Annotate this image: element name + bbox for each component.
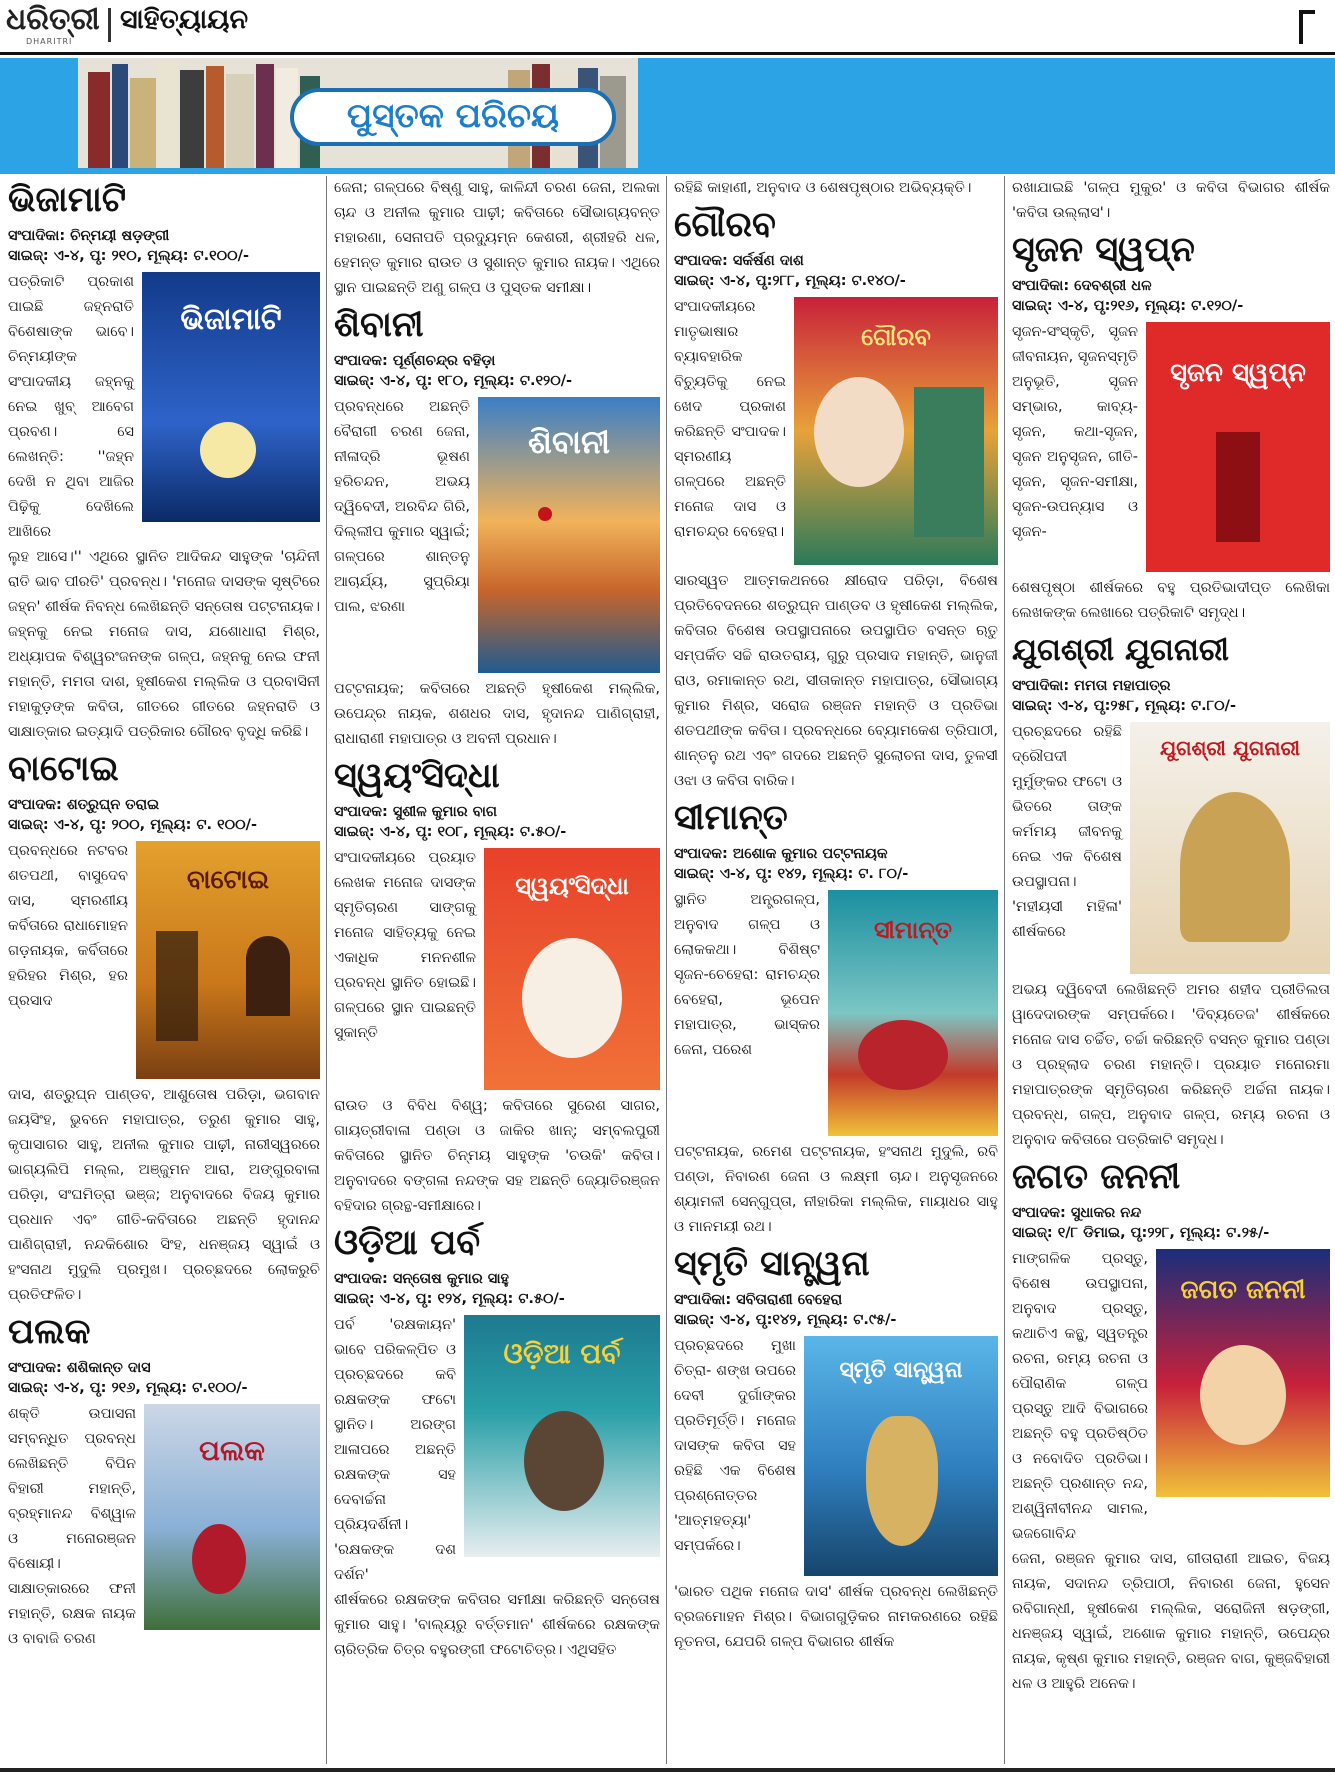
article-editor: ସଂପାଦକ: ସନ୍ତୋଷ କୁମାର ସାହୁ xyxy=(334,1271,509,1287)
bottom-rule xyxy=(0,1768,1335,1772)
cover-title: ବାଟୋଇ xyxy=(186,865,270,895)
article-title: ସ୍ମୃତି ସାନ୍ତ୍ୱନା xyxy=(674,1244,870,1284)
article-editor: ସଂପାଦିକା: ମମତା ମହାପାତ୍ର xyxy=(1012,678,1171,694)
article-meta: ସାଇଜ୍: ଏ-୪, ପୃ: ୧୪୨, ମୂଲ୍ୟ: ଟ. ୮୦/- xyxy=(674,866,909,882)
article-title: ଶିବାନୀ xyxy=(334,305,424,345)
article-text: ଶକ୍ତି ଉପାସନା ସମ୍ବନ୍ଧିତ ପ୍ରବନ୍ଧ ଲେଖିଛନ୍ତି ବିପିନ ବିହାରୀ ମହାନ୍ତି, ବ୍ରହ୍ମାନନ୍ଦ ବିଶ୍ୱାଳ ଓ ମନୋରଞ୍ଜନ ବିଷୋୟୀ। ସାକ୍ଷାତ୍କାରରେ ଫନୀ ମହାନ୍ତି, ରକ୍ଷକ ନାୟକ ଓ ବାବାଜି ଚରଣ xyxy=(8,1406,136,1647)
article-text: ପ୍ରଚ୍ଛଦରେ ମୁଖା ଚିତ୍ରା- ଶଙ୍ଖ ଉପରେ ଦେବୀ ଦୁର୍ଗାଙ୍କର ପ୍ରତିମୂର୍ତ୍ତି। ମନୋଜ ଦାସଙ୍କ କବିତା ସହ ରହିଛି ଏକ ବିଶେଷ ପ୍ରଶ୍ନୋତ୍ତର 'ଆତ୍ମହତ୍ୟା' ସମ୍ପର୍କରେ। xyxy=(674,1338,796,1554)
cover-title: ଭିଜାମାଟି xyxy=(180,302,282,337)
cover-title: ଓଡ଼ିଆ ପର୍ବ xyxy=(503,1337,621,1370)
cover-title: ସୃଜନ ସ୍ୱପ୍ନ xyxy=(1170,358,1306,388)
article-text: ସଂପାଦକୀୟରେ ପ୍ରୟାତ ଲେଖକ ମନୋଜ ଦାସଙ୍କ ସ୍ମୃତିଚାରଣ ସାଙ୍ଗକୁ ମନୋଜ ସାହିତ୍ୟକୁ ନେଇ ଏକାଧିକ ମନନଶୀଳ ପ୍ରବନ୍ଧ ସ୍ଥାନିତ ହୋଇଛି। ଗଳ୍ପରେ ସ୍ଥାନ ପାଇଛନ୍ତି ସୁକାନ୍ତି xyxy=(334,850,476,1041)
article-title: ସ୍ୱୟଂସିଦ୍ଧା xyxy=(334,756,500,796)
column-2 xyxy=(334,176,660,1663)
article-meta: ସାଇଜ୍: ଏ-୪, ପୃ:୨୧୬, ମୂଲ୍ୟ: ଟ.୧୨୦/- xyxy=(1012,298,1244,314)
article-batoi xyxy=(8,749,320,1308)
article-text: ଜେନା, ରଞ୍ଜନ କୁମାର ଦାସ, ଗୀତାରାଣୀ ଆଇଚ, ବିଜୟ ନାୟକ, ସଦାନନ୍ଦ ତ୍ରିପାଠୀ, ନିବାରଣ ଜେନା, ହୁସେନ ରବିଗାନ୍ଧୀ, ହୃଷୀକେଶ ମଲ୍ଲିକ, ସରୋଜିନୀ ଷଡ଼ଙ୍ଗୀ, ଧନଞ୍ଜୟ ସ୍ୱାଇଁ, ଅଶୋକ କୁମାର ମହାନ୍ତି, ଉପେନ୍ଦ୍ର ନାୟକ, କୃଷ୍ଣ କୁମାର ମହାନ୍ତି, ରଞ୍ଜନ ବାଗ, କୁଞ୍ଜବିହାରୀ ଧଳ ଓ ଆହୁରି ଅନେକ। xyxy=(1012,1551,1330,1692)
column-rule xyxy=(326,176,327,1764)
article-title: ଗୌରବ xyxy=(674,205,776,245)
article-text: ସାରସ୍ୱତ ଆତ୍ମକଥନରେ କ୍ଷୀରୋଦ ପରିଡ଼ା, ବିଶେଷ ପ୍ରତିବେଦନରେ ଶତ୍ରୁଘ୍ନ ପାଣ୍ଡବ ଓ ହୃଷୀକେଶ ମଲ୍ଲିକ, କବିତାର ବିଶେଷ ଉପସ୍ଥାପନାରେ ଉପସ୍ଥାପିତ ବସନ୍ତ ଋତୁ ସମ୍ପର୍କିତ ସଚ୍ଚି ରାଉତରାୟ, ଗୁରୁ ପ୍ରସାଦ ମହାନ୍ତି, ଭାନୁଜୀ ରାଓ, ରମାକାନ୍ତ ରଥ, ସୀତାକାନ୍ତ ମହାପାତ୍ର, ସୌଭାଗ୍ୟ କୁମାର ମିଶ୍ର, ସରୋଜ ରଞ୍ଜନ ମହାନ୍ତି ଓ ପ୍ରତିଭା ଶତପଥୀଙ୍କ କବିତା। ପ୍ରବନ୍ଧରେ ବ୍ୟୋମକେଶ ତ୍ରିପାଠୀ, ଶାନ୍ତନୁ ରଥ ଏବଂ ଗଦରେ ଅଛନ୍ତି ସୁଲୋଚନା ଦାସ, ତୁଳସୀ ଓଝା ଓ କବିତା ବାରିକ। xyxy=(674,573,998,789)
cover-image xyxy=(794,297,998,565)
cover-image xyxy=(1146,322,1330,572)
article-text: ଲୁହ ଆସେ।'' ଏଥିରେ ସ୍ଥାନିତ ଆଦିକନ୍ଦ ସାହୁଙ୍କ 'ଚାନ୍ଦିନୀ ରାତି ଭାବ ପୀରତି' ପ୍ରବନ୍ଧ। 'ମନୋଜ ଦାସଙ୍କ ସୃଷ୍ଟିରେ ଜହ୍ନ' ଶୀର୍ଷକ ନିବନ୍ଧ ଲେଖିଛନ୍ତି ସନ୍ତୋଷ ପଟ୍ଟନାୟକ। ଜହ୍ନକୁ ନେଇ ମନୋଜ ଦାସ, ଯଶୋଧାରା ମିଶ୍ର, ଅଧ୍ୟାପକ ବିଶ୍ୱରଂଜନଙ୍କ ଗଳ୍ପ, ଜହ୍ନକୁ ନେଇ ଫନୀ ମହାନ୍ତି, ମମତା ଦାଶ, ହୃଷୀକେଶ ମଲ୍ଲିକ ଓ ପ୍ରବାସିନୀ ମହାକୁଡ଼ଙ୍କ କବିତା, ଗୀତରେ ଗୀତରେ ଜହ୍ନରାତି ଓ ସାକ୍ଷାତ୍କାର ଇତ୍ୟାଦି ପତ୍ରିକାର ଗୌରବ ବୃଦ୍ଧି କରିଛି। xyxy=(8,549,320,740)
article-odia-parba xyxy=(334,1223,660,1663)
article-editor: ସଂପାଦକ: ଶତ୍ରୁଘ୍ନ ତରାଇ xyxy=(8,797,160,813)
article-text: ମାଙ୍ଗଳିକ ପ୍ରସ୍ତୁ, ବିଶେଷ ଉପସ୍ଥାପନା, ଅନୁବାଦ ପ୍ରସ୍ତୁ, କଥାଚିଏ କନ୍ଥୁ, ସ୍ୱତନ୍ତ୍ର ରଚନା, ରମ୍ୟ ରଚନା ଓ ପୌରାଣିକ ଗଳ୍ପ ପ୍ରସ୍ତୁ ଆଦି ବିଭାଗରେ ଅଛନ୍ତି ବହୁ ପ୍ରତିଷ୍ଠିତ ଓ ନବୋଦିତ ପ୍ରତିଭା। ଅଛନ୍ତି ପ୍ରଶାନ୍ତ ନନ୍ଦ, ଅଶ୍ୱିନୀବୀନନ୍ଦ ସାମଲ, ଭଜଗୋବିନ୍ଦ xyxy=(1012,1251,1148,1542)
article-srujan xyxy=(1012,230,1330,626)
article-text: ଦାସ, ଶତ୍ରୁଘ୍ନ ପାଣ୍ଡବ, ଆଶୁତୋଷ ପରିଡ଼ା, ଭଗବାନ ଜୟସିଂହ, ଭୁବନେ ମହାପାତ୍ର, ତରୁଣ କୁମାର ସାହୁ, କୃପାସାଗର ସାହୁ, ଅନୀଲ କୁମାର ପାଢ଼ୀ, ନାରୀସ୍ୱରରେ ଭାଗ୍ୟଲିପି ମଲ୍ଲ, ଅଞ୍ଜୁମନ ଆରା, ଅଙ୍ଗୁରବାଳା ପରିଡ଼ା, ସଂଘମିତ୍ରା ଭଞ୍ଜ; ଅନୁବାଦରେ ବିଜୟ କୁମାର ପ୍ରଧାନ ଏବଂ ଗୀତି-କବିତାରେ ଅଛନ୍ତି ହୃଦାନନ୍ଦ ପାଣିଗ୍ରାହୀ, ନନ୍ଦକିଶୋର ସିଂହ, ଧନଞ୍ଜୟ ସ୍ୱାଇଁ ଓ ହଂସନାଥ ମୁଦୁଲି ପ୍ରମୁଖ। ପ୍ରଚ୍ଛଦରେ ଲୋକରୁଚି ପ୍ରତିଫଳିତ। xyxy=(8,1087,320,1303)
article-shibani xyxy=(334,305,660,752)
cover-title: ଶିବାନୀ xyxy=(528,423,610,461)
article-meta: ସାଇଜ୍: ଏ-୪, ପୃ: ୨୧୬, ମୂଲ୍ୟ: ଟ.୧୦୦/- xyxy=(8,1380,248,1396)
article-title: ଓଡ଼ିଆ ପର୍ବ xyxy=(334,1223,481,1263)
article-text: ପର୍ବ 'ରକ୍ଷକାୟନ' ଭାବେ ପରିକଳ୍ପିତ ଓ ପ୍ରଚ୍ଛଦରେ କବି ରକ୍ଷକଙ୍କ ଫଟୋ ସ୍ଥାନିତ। ଅରଙ୍ଗ ଆଳାପରେ ଅଛନ୍ତି ରକ୍ଷକଙ୍କ ସହ ଦେବାର୍ଚ୍ଚନା ପ୍ରିୟଦର୍ଶିନୀ। 'ରକ୍ଷକଙ୍କ ଦଶ ଦର୍ଶନ' xyxy=(334,1317,456,1583)
article-editor: ସଂପାଦକ: ଶଶିକାନ୍ତ ଦାସ xyxy=(8,1360,151,1376)
cover-title: ସ୍ମୃତି ସାନ୍ତ୍ୱନା xyxy=(839,1358,963,1383)
column-rule xyxy=(666,176,667,1764)
article-editor: ସଂପାଦକ: ସୁଧାକର ନନ୍ଦ xyxy=(1012,1205,1142,1221)
newspaper-logo: ଧରିତ୍ରୀ xyxy=(6,2,100,37)
cover-image xyxy=(804,1336,998,1576)
article-text: ରାଉତ ଓ ବିବିଧ ବିଶ୍ୱ; କବିତାରେ ସୁରେଶ ସାଗର, ଗାୟତ୍ରୀବାଳା ପଣ୍ଡା ଓ ଜାକିର ଖାନ୍; ସମ୍ବଲପୁରୀ କବିତାରେ ସ୍ଥାନିତ ଚିନ୍ମୟ ସାହୁଙ୍କ 'ଚଉକି' କବିତା। ଅନୁବାଦରେ ବଙ୍ଗଳା ନନ୍ଦଙ୍କ ସହ ଅଛନ୍ତି ଜ୍ୟୋତିରଞ୍ଜନ ବହିଦାର ଗ୍ରନ୍ଥ-ସମୀକ୍ଷାରେ। xyxy=(334,1098,660,1214)
article-meta: ସାଇଜ୍: ଏ-୪, ପୃ: ୧୦୮, ମୂଲ୍ୟ: ଟ.୫୦/- xyxy=(334,824,567,840)
cover-title: ଯୁଗଶ୍ରୀ ଯୁଗନାରୀ xyxy=(1159,736,1300,760)
article-title: ସୀମାନ୍ତ xyxy=(674,798,788,838)
article-text: ସୃଜନ-ସଂସ୍କୃତି, ସୃଜନ ଜୀବନାୟନ, ସୃଜନସ୍ମୃତି ଅନୁଭୂତି, ସୃଜନ ସମ୍ଭାର, କାବ୍ୟ-ସୃଜନ, କଥା-ସୃଜନ, ସୃଜନ ଅନୁସୃଜନ, ଗୀତି-ସୃଜନ, ସୃଜନ-ସମୀକ୍ଷା, ସୃଜନ-ଉପନ୍ୟାସ ଓ ସୃଜନ- xyxy=(1012,324,1139,540)
article-text: ପଟ୍ଟନାୟକ; କବିତାରେ ଅଛନ୍ତି ହୃଷୀକେଶ ମଲ୍ଲିକ, ଉପେନ୍ଦ୍ର ନାୟକ, ଶଶଧର ଦାସ, ହୃଦାନନ୍ଦ ପାଣିଗ୍ରାହୀ, ରାଧାରାଣୀ ମହାପାତ୍ର ଓ ଅବନୀ ପ୍ରଧାନ। xyxy=(334,681,660,747)
cover-image xyxy=(484,848,660,1090)
column-4 xyxy=(1012,176,1330,1697)
article-meta: ସାଇଜ୍: ଏ-୪, ପୃ: ୨୧୦, ମୂଲ୍ୟ: ଟ.୧୦୦/- xyxy=(8,248,249,264)
article-editor: ସଂପାଦିକା: ଚିନ୍ମୟୀ ଷଡ଼ଙ୍ଗୀ xyxy=(8,228,170,244)
cover-image xyxy=(142,272,320,522)
article-text: 'ଭାରତ ପଥିକ ମନୋଜ ଦାସ' ଶୀର୍ଷକ ପ୍ରବନ୍ଧ ଲେଖିଛନ୍ତି ବ୍ରଜମୋହନ ମିଶ୍ର। ବିଭାଗଗୁଡ଼ିକର ନାମକରଣରେ ରହିଛି ନୂତନତା, ଯେପରି ଗଳ୍ପ ବିଭାଗର ଶୀର୍ଷକ xyxy=(674,1584,998,1650)
article-editor: ସଂପାଦିକା: ଦେବଶ୍ରୀ ଧଳ xyxy=(1012,278,1152,294)
column-3 xyxy=(674,176,998,1655)
book-review-tag: ପୁସ୍ତକ ପରିଚୟ xyxy=(290,88,616,146)
newspaper-logo-sub: DHARITRI xyxy=(26,37,73,46)
cover-image xyxy=(464,1315,660,1557)
article-title: ଭିଜାମାଟି xyxy=(8,180,127,220)
column-1 xyxy=(8,176,320,1652)
article-palaka xyxy=(8,1312,320,1652)
article-simanta xyxy=(674,798,998,1240)
article-title: ଯୁଗଶ୍ରୀ ଯୁଗନାରୀ xyxy=(1012,632,1230,668)
article-smruti xyxy=(674,1244,998,1655)
article-meta: ସାଇଜ୍: ୧/୮ ଡିମାଇ, ପୃ:୨୨୮, ମୂଲ୍ୟ: ଟ.୨୫/- xyxy=(1012,1225,1270,1241)
article-bhijamati xyxy=(8,180,320,745)
article-jagat xyxy=(1012,1157,1330,1697)
article-meta: ସାଇଜ୍: ଏ-୪, ପୃ:୨୮୮, ମୂଲ୍ୟ: ଟ.୧୪୦/- xyxy=(674,273,906,289)
article-text-continued: ଜେନା; ଗଳ୍ପରେ ବିଷ୍ଣୁ ସାହୁ, କାଳିନ୍ଦୀ ଚରଣ ଜେନା, ଅଲକା ଚାନ୍ଦ ଓ ଅନୀଲ କୁମାର ପାଢ଼ୀ; କବିତାରେ ସୌଭାଗ୍ୟବନ୍ତ ମହାରଣା, ସେନାପତି ପ୍ରଦ୍ୟୁମ୍ନ କେଶରୀ, ଶ୍ରୀହରି ଧଳ, ହେମନ୍ତ କୁମାର ରାଉତ ଓ ସୁଶାନ୍ତ କୁମାର ନାୟକ। ଏଥିରେ ସ୍ଥାନ ପାଇଛନ୍ତି ଅଣୁ ଗଳ୍ପ ଓ ପୁସ୍ତକ ସମୀକ୍ଷା। xyxy=(334,180,660,296)
article-text: ସଂପାଦକୀୟରେ ମାତୃଭାଷାର ବ୍ୟାବହାରିକ ବିଚ୍ୟୁତିକୁ ନେଇ ଖେଦ ପ୍ରକାଶ କରିଛନ୍ତି ସଂପାଦକ। ସ୍ମରଣୀୟ ଗଳ୍ପରେ ଅଛନ୍ତି ମନୋଜ ଦାସ ଓ ରାମଚନ୍ଦ୍ର ବେହେରା। xyxy=(674,299,786,540)
article-text: ପଟ୍ଟନାୟକ, ରମେଶ ପଟ୍ଟନାୟକ, ହଂସନାଥ ମୁଦୁଲି, ରବି ପଣ୍ଡା, ନିବାରଣ ଜେନା ଓ ଲକ୍ଷ୍ମୀ ଚାନ୍ଦ। ଅନୁସୃଜନରେ ଶ୍ୟାମଳୀ ସେନ୍‌ଗୁପ୍ତା, ନୀହାରିକା ମଲ୍ଲିକ, ମାୟାଧର ସାହୁ ଓ ମାନମୟୀ ରଥ। xyxy=(674,1144,998,1235)
article-text-continued: ରହିଛି କାହାଣୀ, ଅନୁବାଦ ଓ ଶେଷପୃଷ୍ଠାର ଅଭିବ୍ୟକ୍ତି। xyxy=(674,180,972,196)
cover-image xyxy=(1130,722,1330,974)
article-jugashree xyxy=(1012,630,1330,1153)
article-meta: ସାଇଜ୍: ଏ-୪, ପୃ:୨୫୮, ମୂଲ୍ୟ: ଟ.୮୦/- xyxy=(1012,698,1236,714)
article-editor: ସଂପାଦକ: ସର୍କର୍ଷଣ ଦାଶ xyxy=(674,253,804,269)
article-title: ପଲକ xyxy=(8,1312,91,1352)
article-gourab xyxy=(674,205,998,794)
cover-title: ସୀମାନ୍ତ xyxy=(874,916,952,944)
article-text: ଅଭୟ ଦ୍ୱିବେଦୀ ଲେଖିଛନ୍ତି ଅମର ଶହୀଦ ପ୍ରୀତିଲତା ୱାଦେଦାରଙ୍କ ସମ୍ପର୍କରେ। 'ଦିବ୍ୟତେଜ' ଶୀର୍ଷକରେ ମନୋଜ ଦାସ ଚର୍ଚ୍ଚିତ, ଚର୍ଚ୍ଚା କରିଛନ୍ତି ବସନ୍ତ କୁମାର ପଣ୍ଡା ଓ ପ୍ରହ୍ଲାଦ ଚରଣ ମହାନ୍ତି। ପ୍ରୟାତ ମନୋରମା ମହାପାତ୍ରଙ୍କ ସ୍ମୃତିଚାରଣ କରିଛନ୍ତି ଅର୍ଚ୍ଚନା ନାୟକ। ପ୍ରବନ୍ଧ, ଗଳ୍ପ, ଅନୁବାଦ ଗଳ୍ପ, ରମ୍ୟ ରଚନା ଓ ଅନୁବାଦ କବିତାରେ ପତ୍ରିକାଟି ସମୃଦ୍ଧ। xyxy=(1012,982,1330,1148)
cover-title: ଗୌରବ xyxy=(861,323,931,351)
article-text: ପତ୍ରିକାଟି ପ୍ରକାଶ ପାଇଛି ଜହ୍ନରାତି ବିଶେଷାଙ୍କ ଭାବେ। ଚିନ୍ମୟୀଙ୍କ ସଂପାଦକୀୟ ଜହ୍ନକୁ ନେଇ ଖୁବ୍ ଆବେଗ ପ୍ରବଣ। ସେ ଲେଖନ୍ତି: ''ଜହ୍ନ ଦେଖି ନ ଥିବା ଆଜିର ପିଢ଼ିକୁ ଦେଖିଲେ ଆଖିରେ xyxy=(8,274,134,540)
cover-image xyxy=(828,890,998,1136)
section-title: ସାହିତ୍ୟାୟନ xyxy=(120,4,249,35)
column-rule xyxy=(1004,176,1005,1764)
article-editor: ସଂପାଦକ: ସୁଶୀଳ କୁମାର ବାଗ xyxy=(334,804,498,820)
article-text: ପ୍ରବନ୍ଧରେ ନଟବର ଶତପଥୀ, ବାସୁଦେବ ଦାସ, ସ୍ମରଣୀୟ କର୍ବିତାରେ ରାଧାମୋହନ ଗଡ଼ନାୟକ, କର୍ବିତାରେ ହରିହର ମିଶ୍ର, ହର ପ୍ରସାଦ xyxy=(8,843,128,1009)
masthead-divider xyxy=(108,8,111,42)
masthead xyxy=(0,0,1335,55)
cover-title: ପଲକ xyxy=(199,1434,265,1467)
cover-image xyxy=(478,397,660,673)
article-text: ପ୍ରଚ୍ଛଦରେ ରହିଛି ଦ୍ରୌପଦୀ ମୁର୍ମୁଙ୍କର ଫଟୋ ଓ ଭିତରେ ତାଙ୍କ କର୍ମମୟ ଜୀବନକୁ ନେଇ ଏକ ବିଶେଷ ଉପସ୍ଥାପନା। 'ମହୀୟସୀ ମହିଳା' ଶୀର୍ଷକରେ xyxy=(1012,724,1122,940)
article-text: ଶେଷପୃଷ୍ଠା ଶୀର୍ଷକରେ ବହୁ ପ୍ରତିଭାଦୀପ୍ତ ଲେଖିକା ଲେଖକଙ୍କ ଲେଖାରେ ପତ୍ରିକାଟି ସମୃଦ୍ଧ। xyxy=(1012,580,1330,621)
cover-image xyxy=(144,1404,320,1630)
article-title: ସୃଜନ ସ୍ୱପ୍ନ xyxy=(1012,230,1195,270)
article-text-continued: ରଖାଯାଇଛି 'ଗଳ୍ପ ମୁକୁର' ଓ କବିତା ବିଭାଗର ଶୀର୍ଷକ 'କବିତା ଉଲ୍ଲାସ'। xyxy=(1012,180,1330,221)
article-editor: ସଂପାଦିକା: ସବିତାରାଣୀ ବେହେରା xyxy=(674,1292,843,1308)
article-meta: ସାଇଜ୍: ଏ-୪, ପୃ: ୨୦୦, ମୂଲ୍ୟ: ଟ. ୧୦୦/- xyxy=(8,817,257,833)
article-meta: ସାଇଜ୍: ଏ-୪, ପୃ: ୧୮୦, ମୂଲ୍ୟ: ଟ.୧୨୦/- xyxy=(334,373,573,389)
article-text: ସ୍ଥାନିତ ଅନ୍ତ୍ରଗଳ୍ପ, ଅନୁବାଦ ଗଳ୍ପ ଓ ଲୋକକଥା। ବିଶିଷ୍ଟ ସୃଜନ-ଚେହେରା: ରାମଚନ୍ଦ୍ର ବେହେରା, ଭୂପେନ ମହାପାତ୍ର, ଭାସ୍କର ଜେନା, ପରେଶ xyxy=(674,892,820,1058)
article-editor: ସଂପାଦକ: ପୂର୍ଣ୍ଣଚନ୍ଦ୍ର ବହିଡ଼ା xyxy=(334,353,496,369)
article-text: ପ୍ରବନ୍ଧରେ ଅଛନ୍ତି ବୈରାଗୀ ଚରଣ ଜେନା, ନୀଳାଦ୍ରି ଭୂଷଣ ହରିଚନ୍ଦନ, ଅଭୟ ଦ୍ୱିବେଦୀ, ଅରବିନ୍ଦ ଗିରି, ଦିଲ୍ଲୀପ କୁମାର ସ୍ୱାଇଁ; ଗଳ୍ପରେ ଶାନ୍ତନୁ ଆଚାର୍ଯ୍ୟ, ସୁପ୍ରିୟା ପାଲ, ଝରଣା xyxy=(334,399,470,615)
article-title: ବାଟୋଇ xyxy=(8,749,119,789)
article-swayamsiddha xyxy=(334,756,660,1219)
cover-image xyxy=(1156,1249,1330,1497)
corner-mark-icon xyxy=(1299,10,1315,44)
cover-title: ଜଗତ ଜନନୀ xyxy=(1180,1275,1306,1305)
article-editor: ସଂପାଦକ: ଅଶୋକ କୁମାର ପଟ୍ଟନାୟକ xyxy=(674,846,888,862)
article-title: ଜଗତ ଜନନୀ xyxy=(1012,1157,1181,1197)
cover-image xyxy=(136,841,320,1079)
article-text: ଶୀର୍ଷକରେ ରକ୍ଷକଙ୍କ କବିତାର ସମୀକ୍ଷା କରିଛନ୍ତି ସନ୍ତୋଷ କୁମାର ସାହୁ। 'ବାଲ୍ୟରୁ ବର୍ତ୍ତମାନ' ଶୀର୍ଷକରେ ରକ୍ଷକଙ୍କ ଚାରିତ୍ରିକ ଚିତ୍ର ବହୁରଙ୍ଗୀ ଫଟୋଚିତ୍ର। ଏଥିସହିତ xyxy=(334,1592,660,1658)
article-meta: ସାଇଜ୍: ଏ-୪, ପୃ: ୧୨୪, ମୂଲ୍ୟ: ଟ.୫୦/- xyxy=(334,1291,565,1307)
article-meta: ସାଇଜ୍: ଏ-୪, ପୃ:୧୪୨, ମୂଲ୍ୟ: ଟ.୯୫/- xyxy=(674,1312,897,1328)
cover-title: ସ୍ୱୟଂସିଦ୍ଧା xyxy=(515,872,629,900)
